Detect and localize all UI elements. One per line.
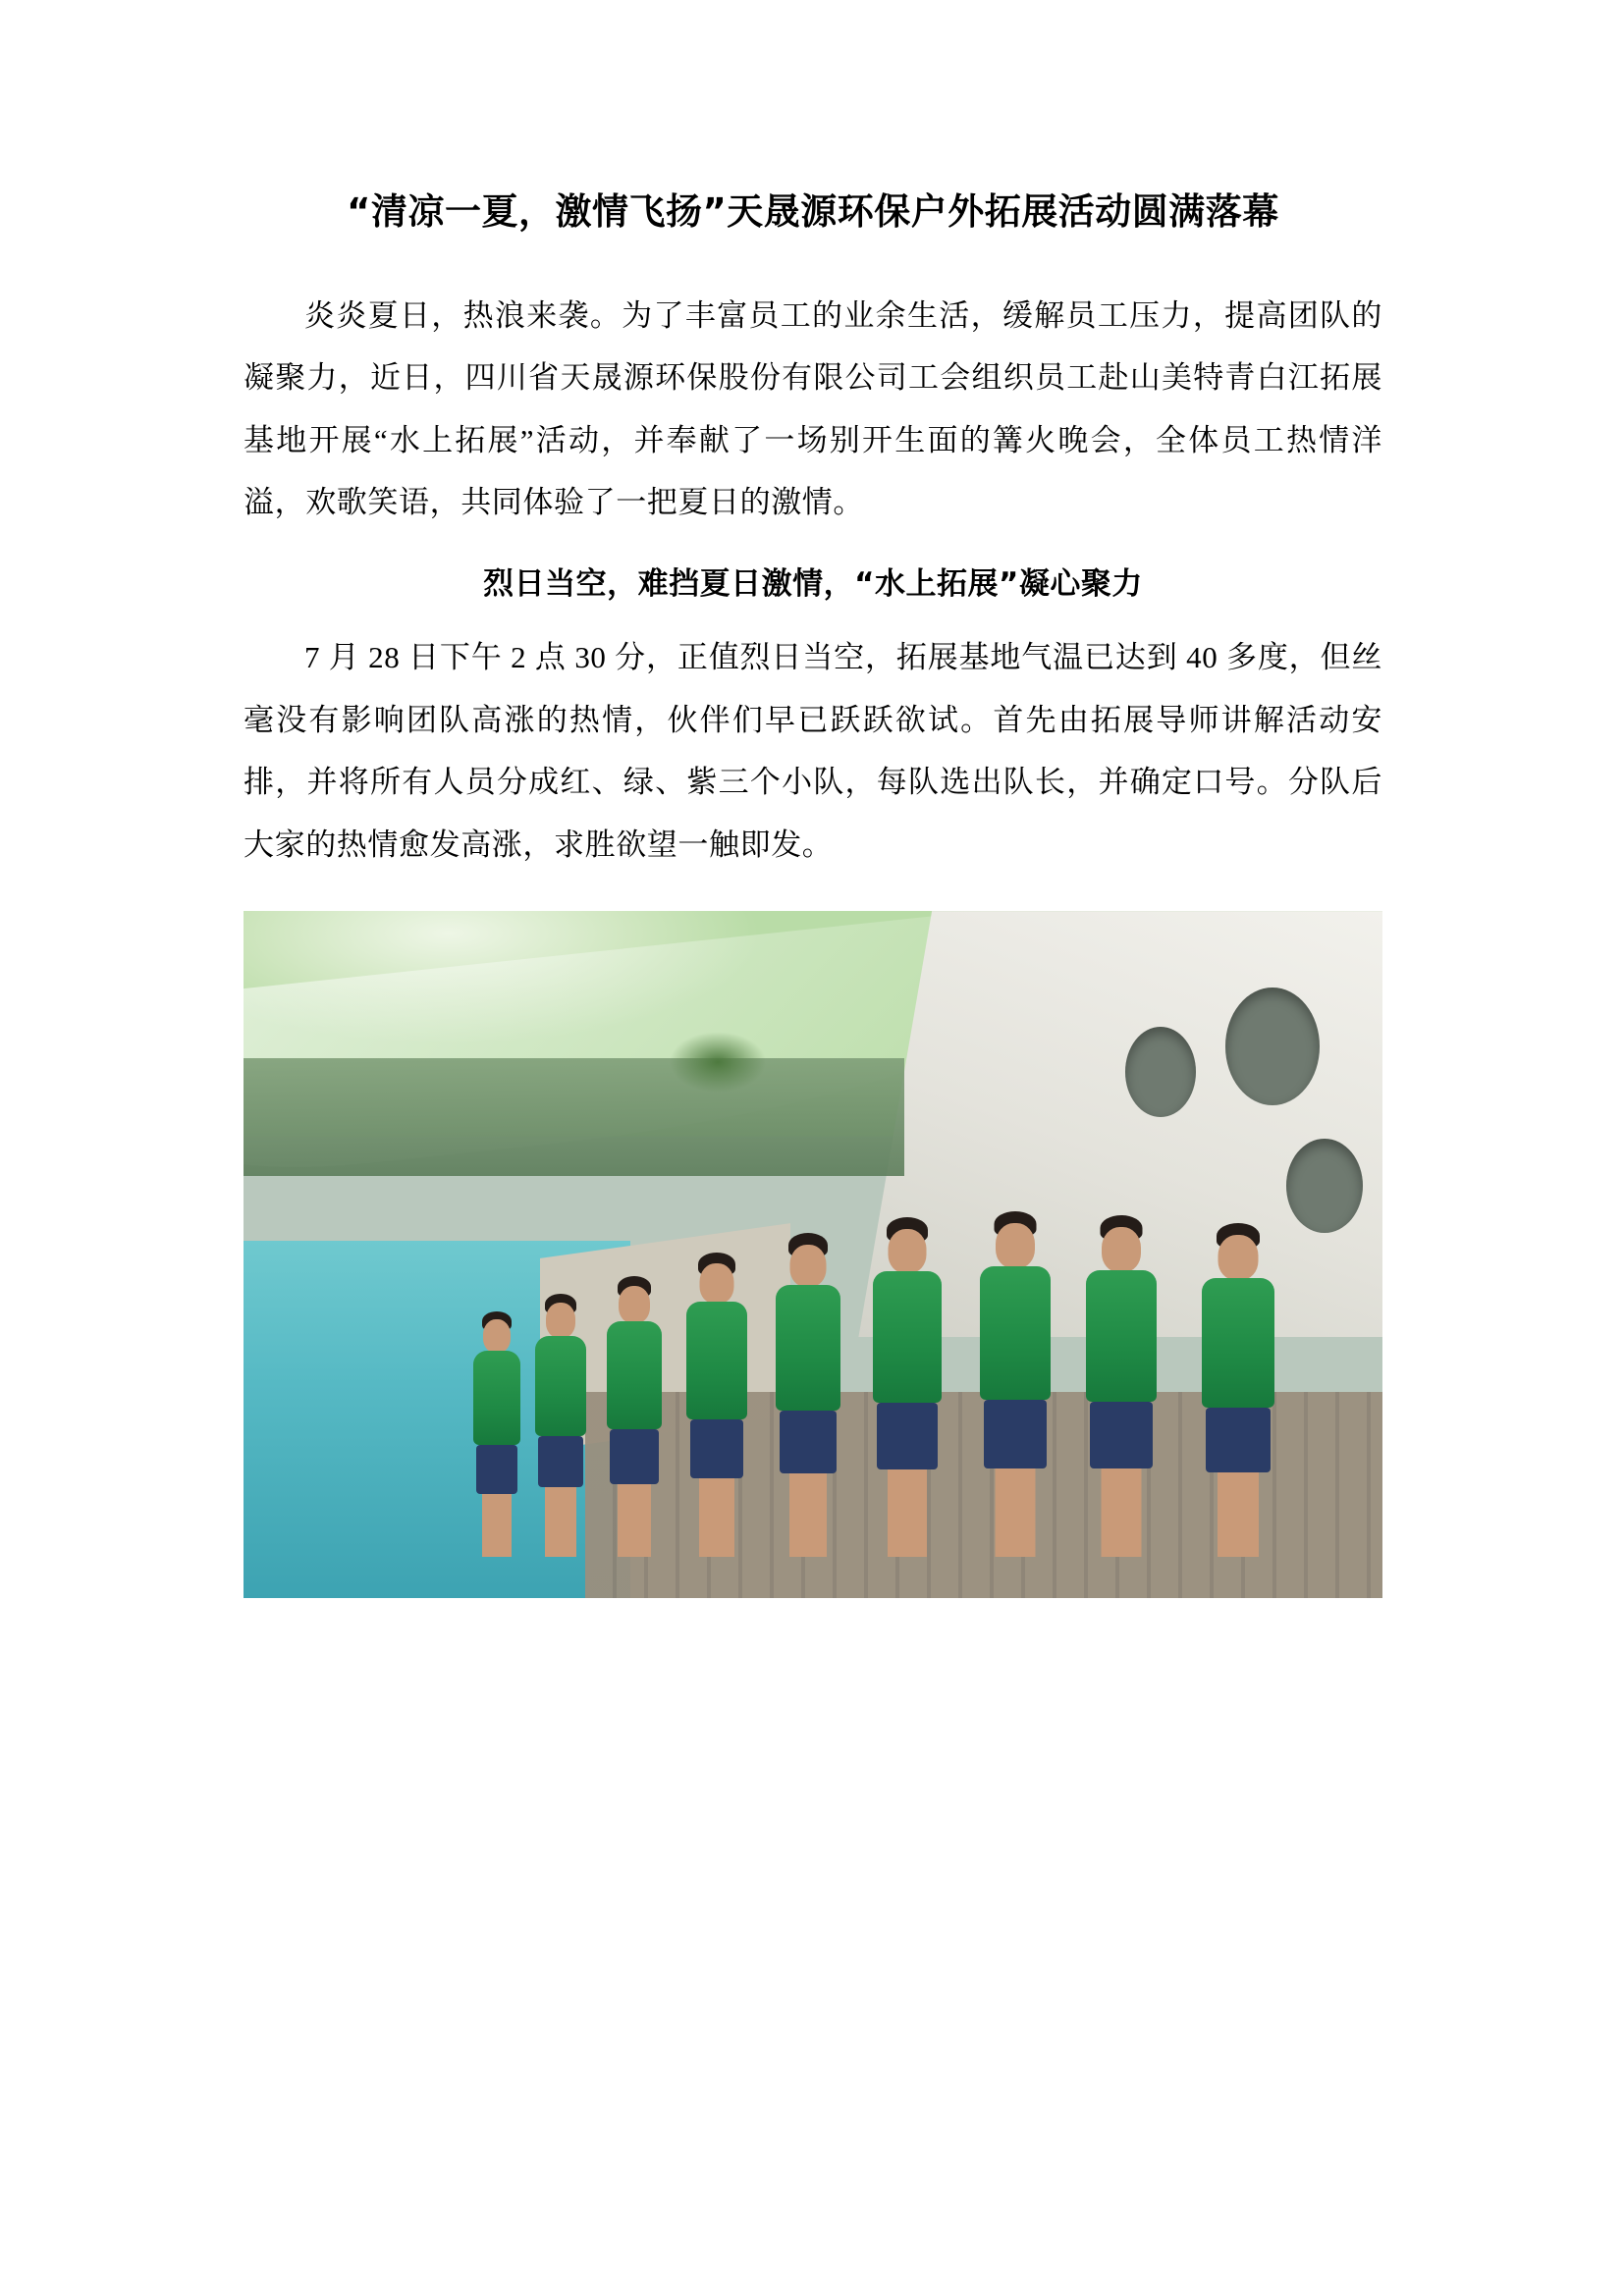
person — [1084, 1215, 1159, 1557]
paragraph-activity-details: 7 月 28 日下午 2 点 30 分，正值烈日当空，拓展基地气温已达到 40 多度，但丝毫没有影响团队高涨的热情，伙伴们早已跃跃欲试。首先由拓展导师讲解活动安排，并将所有人员分成红、绿、紫三个小队，每队选出队长，并确定口号。分队后大家的热情愈发高涨，求胜欲望一触即发。 — [244, 639, 1382, 862]
section-heading-water-expansion: 烈日当空，难挡夏日激情，“水上拓展”凝心聚力 — [483, 565, 1143, 602]
person — [1200, 1223, 1276, 1557]
team-photo-poolside — [244, 911, 1382, 1598]
person — [871, 1217, 944, 1557]
person — [774, 1233, 842, 1557]
document-body — [244, 187, 1382, 1598]
person — [471, 1311, 522, 1557]
page-title: “清凉一夏，激情飞扬”天晟源环保户外拓展活动圆满落幕 — [347, 190, 1279, 233]
person — [684, 1253, 749, 1557]
person — [533, 1294, 588, 1557]
person — [978, 1211, 1053, 1557]
person — [605, 1276, 664, 1557]
employee-row — [471, 1103, 1360, 1557]
photo-canvas — [244, 911, 1382, 1598]
paragraph-intro: 炎炎夏日，热浪来袭。为了丰富员工的业余生活，缓解员工压力，提高团队的凝聚力，近日，四川省天晟源环保股份有限公司工会组织员工赴山美特青白江拓展基地开展“水上拓展”活动，并奉献了一场别开生面的篝火晚会，全体员工热情洋溢，欢歌笑语，共同体验了一把夏日的激情。 — [244, 297, 1382, 520]
wall-window-1 — [1225, 988, 1320, 1105]
